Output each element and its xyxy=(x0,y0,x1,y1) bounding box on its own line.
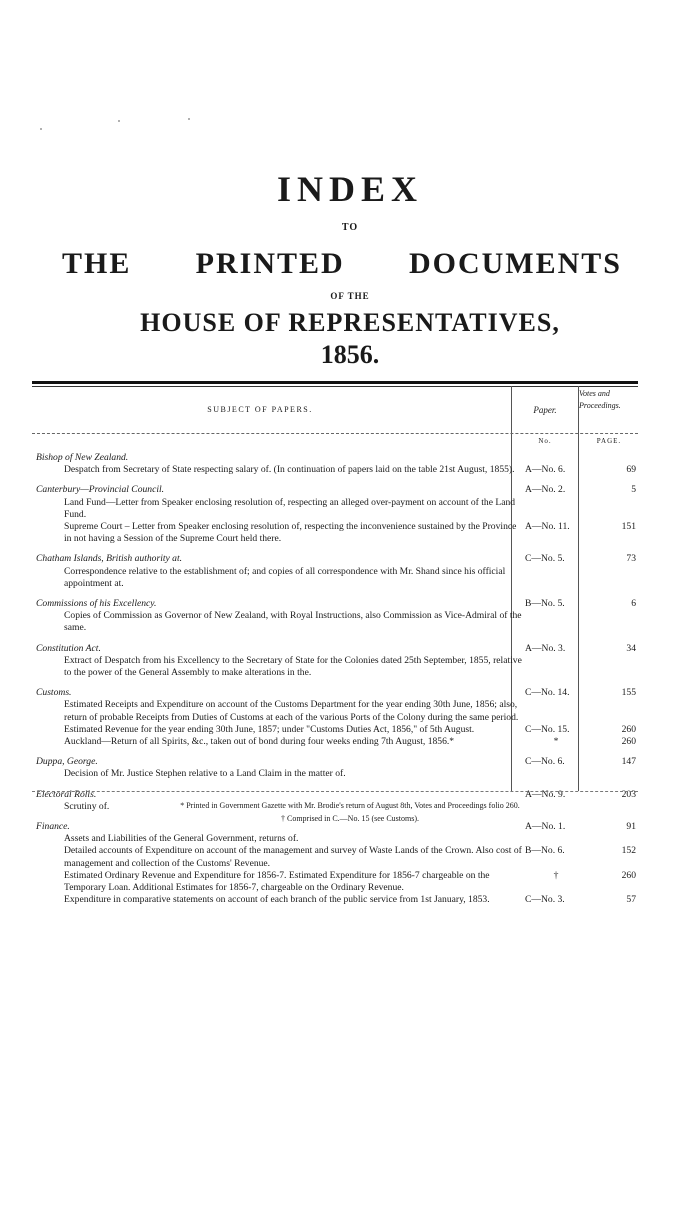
entry-text: Estimated Ordinary Revenue and Expenditure for 1856-7. Estimated Expenditure for 1856-7 chargeable on the Temporary Loan. Additional Estimates for 1856-7, chargeable on the Ordinary Revenue. xyxy=(64,869,490,894)
entry-item xyxy=(36,870,636,894)
paper-ref: A—No. 3. xyxy=(525,642,566,654)
category-label: Electoral Rolls. xyxy=(36,788,97,800)
entry-text: Estimated Revenue for the year ending 30th June, 1857; under "Customs Duties Act, 1856," of 5th August. xyxy=(64,723,475,735)
title-to: TO xyxy=(341,222,359,233)
index-entries xyxy=(36,452,636,907)
category-label: Customs. xyxy=(36,687,72,699)
page-title: INDEX xyxy=(276,169,423,209)
category-label: Canterbury—Provincial Council. xyxy=(36,484,165,496)
category-label: Commissions of his Excellency. xyxy=(36,598,157,610)
page-ref: 260 xyxy=(621,736,636,748)
header-rule-thin xyxy=(32,386,638,387)
paper-ref: B—No. 6. xyxy=(525,845,565,857)
category-label: Duppa, George. xyxy=(36,756,98,768)
entry-text: Auckland—Return of all Spirits, &c., taken out of bond during four weeks ending 7th August, 1856.* xyxy=(64,736,455,748)
column-subheader-no: No. xyxy=(538,437,552,445)
column-header-paper: Paper. xyxy=(533,405,557,415)
page-ref: 152 xyxy=(621,845,636,857)
entry-item xyxy=(36,497,636,521)
category-label: Bishop of New Zealand. xyxy=(36,452,129,463)
paper-ref: C—No. 15. xyxy=(525,723,570,735)
column-subheader-page: PAGE. xyxy=(596,437,622,445)
paper-ref: A—No. 9. xyxy=(525,788,566,800)
page-ref: 147 xyxy=(621,756,636,768)
entry-item xyxy=(36,845,636,869)
entry-item xyxy=(36,736,636,748)
entry-item xyxy=(36,610,636,634)
footnote-dagger: † Comprised in C.—No. 15 (see Customs). xyxy=(281,814,419,823)
paper-ref: C—No. 5. xyxy=(525,553,565,565)
entry-category xyxy=(36,687,636,699)
paper-ref: C—No. 3. xyxy=(525,894,565,906)
entry-item xyxy=(36,768,636,780)
header-divider xyxy=(32,433,638,434)
entry-text: Detailed accounts of Expenditure on account of the management and survey of Waste Lands of the Crown. Also cost of management and collection of the Customs' Revenue. xyxy=(64,845,522,869)
page-ref: 34 xyxy=(626,642,636,654)
paper-ref: A—No. 6. xyxy=(525,464,566,476)
title-word: PRINTED xyxy=(195,247,345,280)
paper-ref: B—No. 5. xyxy=(525,598,565,610)
entry-item xyxy=(36,894,636,906)
entry-category xyxy=(36,756,636,768)
title-word: DOCUMENTS xyxy=(408,247,622,280)
entry-text: Assets and Liabilities of the General Government, returns of. xyxy=(64,833,299,845)
entry-item xyxy=(36,655,636,679)
entry-text: Expenditure in comparative statements on account of each branch of the public service from 1st January, 1853. xyxy=(64,894,490,906)
title-of-the: OF THE xyxy=(330,291,370,301)
page-ref: 91 xyxy=(626,821,636,833)
paper-ref: A—No. 11. xyxy=(525,521,570,533)
entry-text: Scrutiny of. xyxy=(64,800,110,812)
page-ref: 6 xyxy=(631,598,636,610)
page-ref: 57 xyxy=(626,894,636,906)
paper-ref: † xyxy=(553,869,559,881)
entry-category xyxy=(36,484,636,496)
table-bottom-rule xyxy=(32,791,638,792)
entry-text: Despatch from Secretary of State respecting salary of. (In continuation of papers laid on the table 21st August, 1855). xyxy=(64,464,515,476)
entry-text: Decision of Mr. Justice Stephen relative to a Land Claim in the matter of. xyxy=(64,768,346,780)
title-year: 1856. xyxy=(320,340,380,369)
page-ref: 203 xyxy=(621,788,636,800)
category-label: Constitution Act. xyxy=(36,642,101,654)
page-ref: 73 xyxy=(626,553,636,565)
column-header-subject: SUBJECT OF PAPERS. xyxy=(207,405,313,414)
page-ref: 69 xyxy=(626,464,636,476)
title-word: THE xyxy=(62,247,132,280)
header-rule xyxy=(32,381,638,384)
entry-item xyxy=(36,464,636,476)
entry-text: Land Fund—Letter from Speaker enclosing resolution of, respecting an alleged over-payment on account of the Land Fund. xyxy=(64,496,516,520)
column-header-votes: Votes and Proceedings. xyxy=(579,389,621,410)
category-label: Chatham Islands, British authority at. xyxy=(36,553,183,565)
title-printed-documents xyxy=(62,247,622,281)
entry-category xyxy=(36,452,636,464)
page-ref: 260 xyxy=(621,869,636,881)
paper-ref: A—No. 1. xyxy=(525,821,566,833)
entry-text: Estimated Receipts and Expenditure on account of the Customs Department for the year ending 30th June, 1856; also, return of probable Receipts from Duties of Customs at each of the various Ports of the Colony during the same period. xyxy=(64,699,519,723)
entry-item xyxy=(36,724,636,736)
footnote-star: * Printed in Government Gazette with Mr. Brodie's return of August 8th, Votes and Proceedings folio 260. xyxy=(180,801,520,810)
entry-item xyxy=(36,699,636,723)
page-ref: 5 xyxy=(631,484,636,496)
entry-item xyxy=(36,521,636,545)
paper-ref: C—No. 6. xyxy=(525,756,565,768)
entry-text: Correspondence relative to the establishment of; and copies of all correspondence with Mr. Shand since his official appointment at. xyxy=(64,565,506,589)
entry-category xyxy=(36,643,636,655)
entry-item xyxy=(36,566,636,590)
page-ref: 155 xyxy=(621,687,636,699)
scan-speck xyxy=(40,128,42,130)
scan-speck xyxy=(188,118,190,120)
category-label: Finance. xyxy=(36,821,70,833)
entry-text: Copies of Commission as Governor of New Zealand, with Royal Instructions, also Commission as Vice-Admiral of the same. xyxy=(64,610,522,634)
scan-speck xyxy=(118,120,120,122)
entry-item xyxy=(36,833,636,845)
title-house: HOUSE OF REPRESENTATIVES, xyxy=(140,308,560,337)
entry-category xyxy=(36,598,636,610)
paper-ref: * xyxy=(553,736,559,748)
paper-ref: A—No. 2. xyxy=(525,484,566,496)
paper-ref: C—No. 14. xyxy=(525,687,570,699)
page-ref: 151 xyxy=(621,521,636,533)
entry-text: Extract of Despatch from his Excellency to the Secretary of State for the Colonies dated 25th September, 1855, relative to the power of the General Assembly to make alterations in the. xyxy=(64,654,522,679)
entry-text: Supreme Court – Letter from Speaker enclosing resolution of, respecting the inconvenience sustained by the Province in not having a Session of the Supreme Court held there. xyxy=(64,521,517,545)
entry-category xyxy=(36,553,636,565)
page-ref: 260 xyxy=(621,723,636,735)
